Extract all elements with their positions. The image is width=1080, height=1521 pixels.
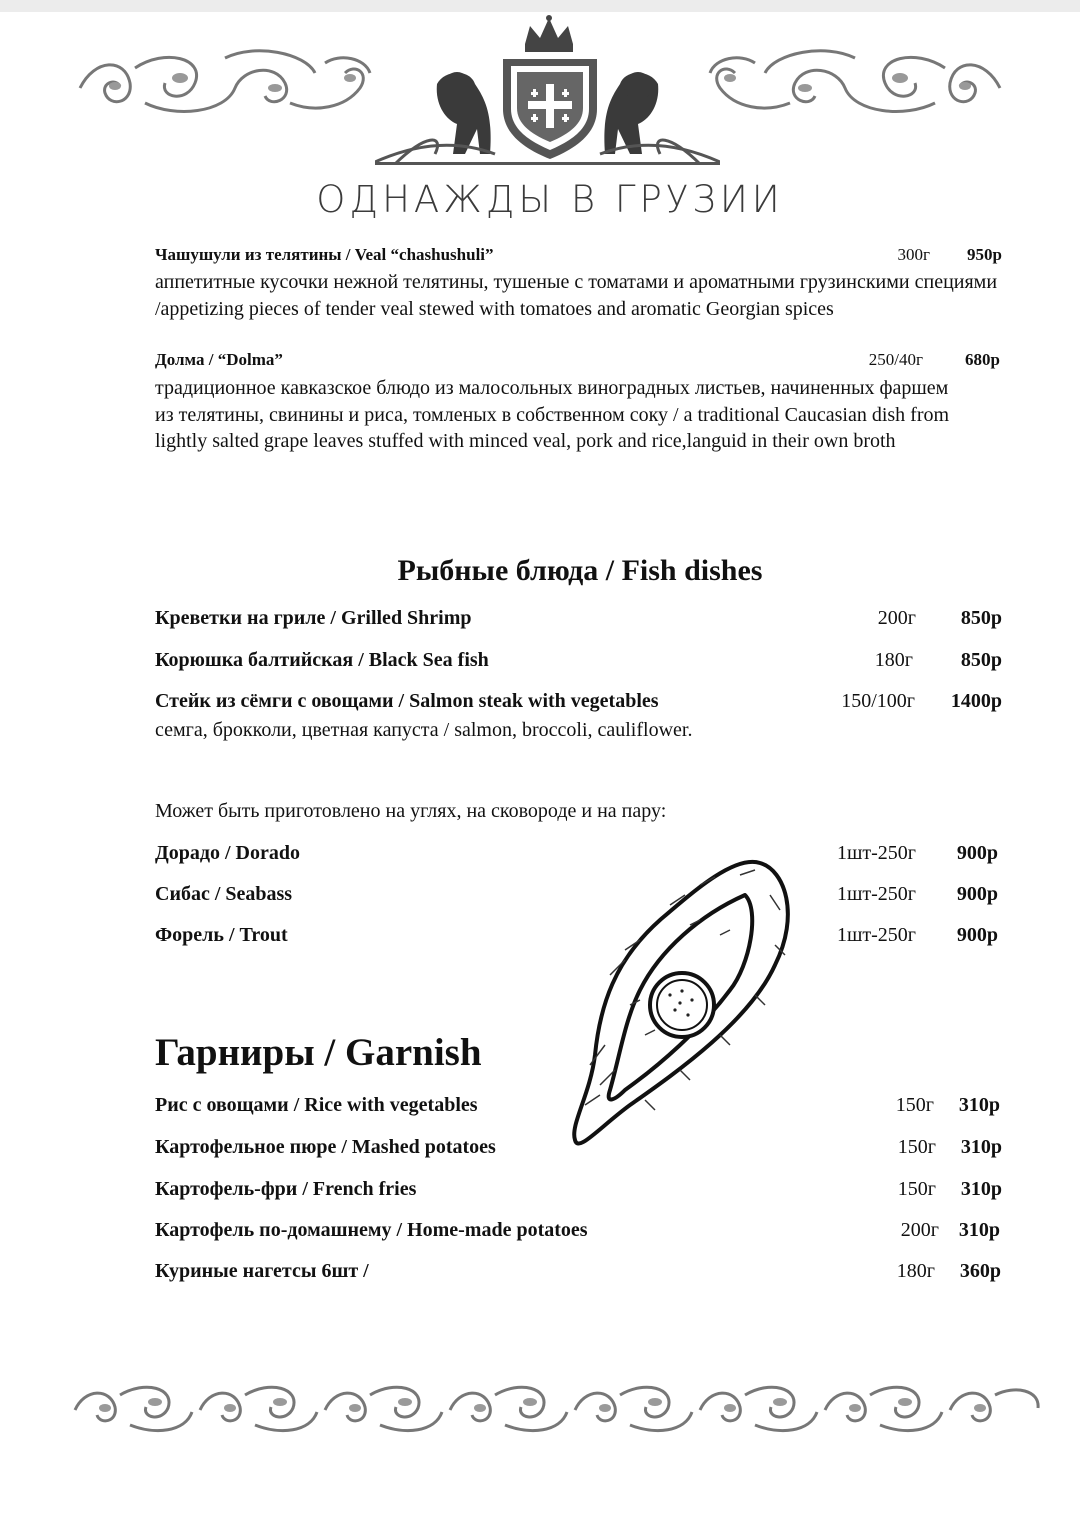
dish-price: 680р bbox=[965, 350, 1000, 369]
dish-weight: 200г bbox=[900, 1219, 939, 1241]
dish-description: традиционное кавказское блюдо из малосольных виноградных листьев, начиненных фаршем из телятины, свинины и риса, томленых в собственном соку / a traditional Caucasian dish from lightly salted grape leaves stuffed with minced veal, pork and rice,languid in their own broth bbox=[155, 377, 999, 452]
dish-weight: 300г bbox=[897, 245, 930, 264]
brand-name: ОДНАЖДЫ В ГРУЗИИ bbox=[316, 178, 784, 221]
section-title-garnish: Гарниры / Garnish bbox=[155, 1031, 482, 1074]
dish-name: Рис с овощами / Rice with vegetables bbox=[155, 1094, 478, 1116]
ornament-left bbox=[75, 48, 375, 118]
crest-with-lions-icon bbox=[375, 14, 720, 169]
dish-weight: 1шт-250г bbox=[836, 883, 916, 905]
dish-name: Стейк из сёмги с овощами / Salmon steak with vegetables bbox=[155, 690, 659, 712]
ornament-right bbox=[705, 48, 1005, 118]
dish-description: семга, брокколи, цветная капуста / salmon, broccoli, cauliflower. bbox=[155, 719, 693, 741]
dish-weight: 150г bbox=[897, 1136, 936, 1158]
dish-weight: 150г bbox=[897, 1178, 936, 1200]
dish-weight: 250/40г bbox=[868, 350, 923, 369]
dish-price: 360р bbox=[959, 1260, 1001, 1282]
cooking-note: Может быть приготовлено на углях, на сковороде и на пару: bbox=[155, 800, 667, 822]
dish-name: Картофель по-домашнему / Home-made potatoes bbox=[155, 1219, 588, 1241]
dish-price: 900р bbox=[956, 924, 998, 946]
dish-weight: 150г bbox=[895, 1094, 934, 1116]
dish-weight: 200г bbox=[877, 607, 916, 629]
dish-price: 850р bbox=[960, 649, 1002, 671]
dish-price: 310р bbox=[960, 1136, 1002, 1158]
dish-price: 950р bbox=[967, 245, 1002, 264]
dish-weight: 1шт-250г bbox=[836, 842, 916, 864]
dish-price: 850р bbox=[960, 607, 1002, 629]
dish-price: 900р bbox=[956, 883, 998, 905]
dish-name: Картофель-фри / French fries bbox=[155, 1178, 417, 1200]
dish-name: Креветки на гриле / Grilled Shrimp bbox=[155, 607, 472, 629]
top-strip bbox=[0, 0, 1080, 12]
dish-description: аппетитные кусочки нежной телятины, тушеные с томатами и ароматными грузинскими специями /appetizing pieces of tender veal stewed with tomatoes and aromatic Georgian spices bbox=[155, 271, 998, 320]
dish-name: Куриные нагетсы 6шт / bbox=[155, 1260, 369, 1282]
dish-price: 310р bbox=[958, 1219, 1000, 1241]
dish-name: Долма / “Dolma” bbox=[155, 350, 283, 369]
dish-weight: 180г bbox=[896, 1260, 935, 1282]
khachapuri-sketch-icon bbox=[570, 855, 800, 1155]
dish-price: 310р bbox=[958, 1094, 1000, 1116]
ornament-bottom bbox=[70, 1380, 1045, 1435]
dish-price: 1400р bbox=[950, 690, 1002, 712]
dish-weight: 150/100г bbox=[841, 690, 915, 712]
dish-price: 900р bbox=[956, 842, 998, 864]
dish-name: Чашушули из телятины / Veal “chashushuli” bbox=[155, 245, 494, 264]
dish-name: Корюшка балтийская / Black Sea fish bbox=[155, 649, 489, 671]
dish-name: Сибас / Seabass bbox=[155, 883, 293, 905]
dish-weight: 180г bbox=[874, 649, 913, 671]
dish-name: Форель / Trout bbox=[155, 924, 288, 946]
dish-price: 310р bbox=[960, 1178, 1002, 1200]
section-title-fish: Рыбные блюда / Fish dishes bbox=[397, 554, 763, 587]
dish-weight: 1шт-250г bbox=[836, 924, 916, 946]
dish-name: Дорадо / Dorado bbox=[155, 842, 300, 864]
dish-name: Картофельное пюре / Mashed potatoes bbox=[155, 1136, 496, 1158]
